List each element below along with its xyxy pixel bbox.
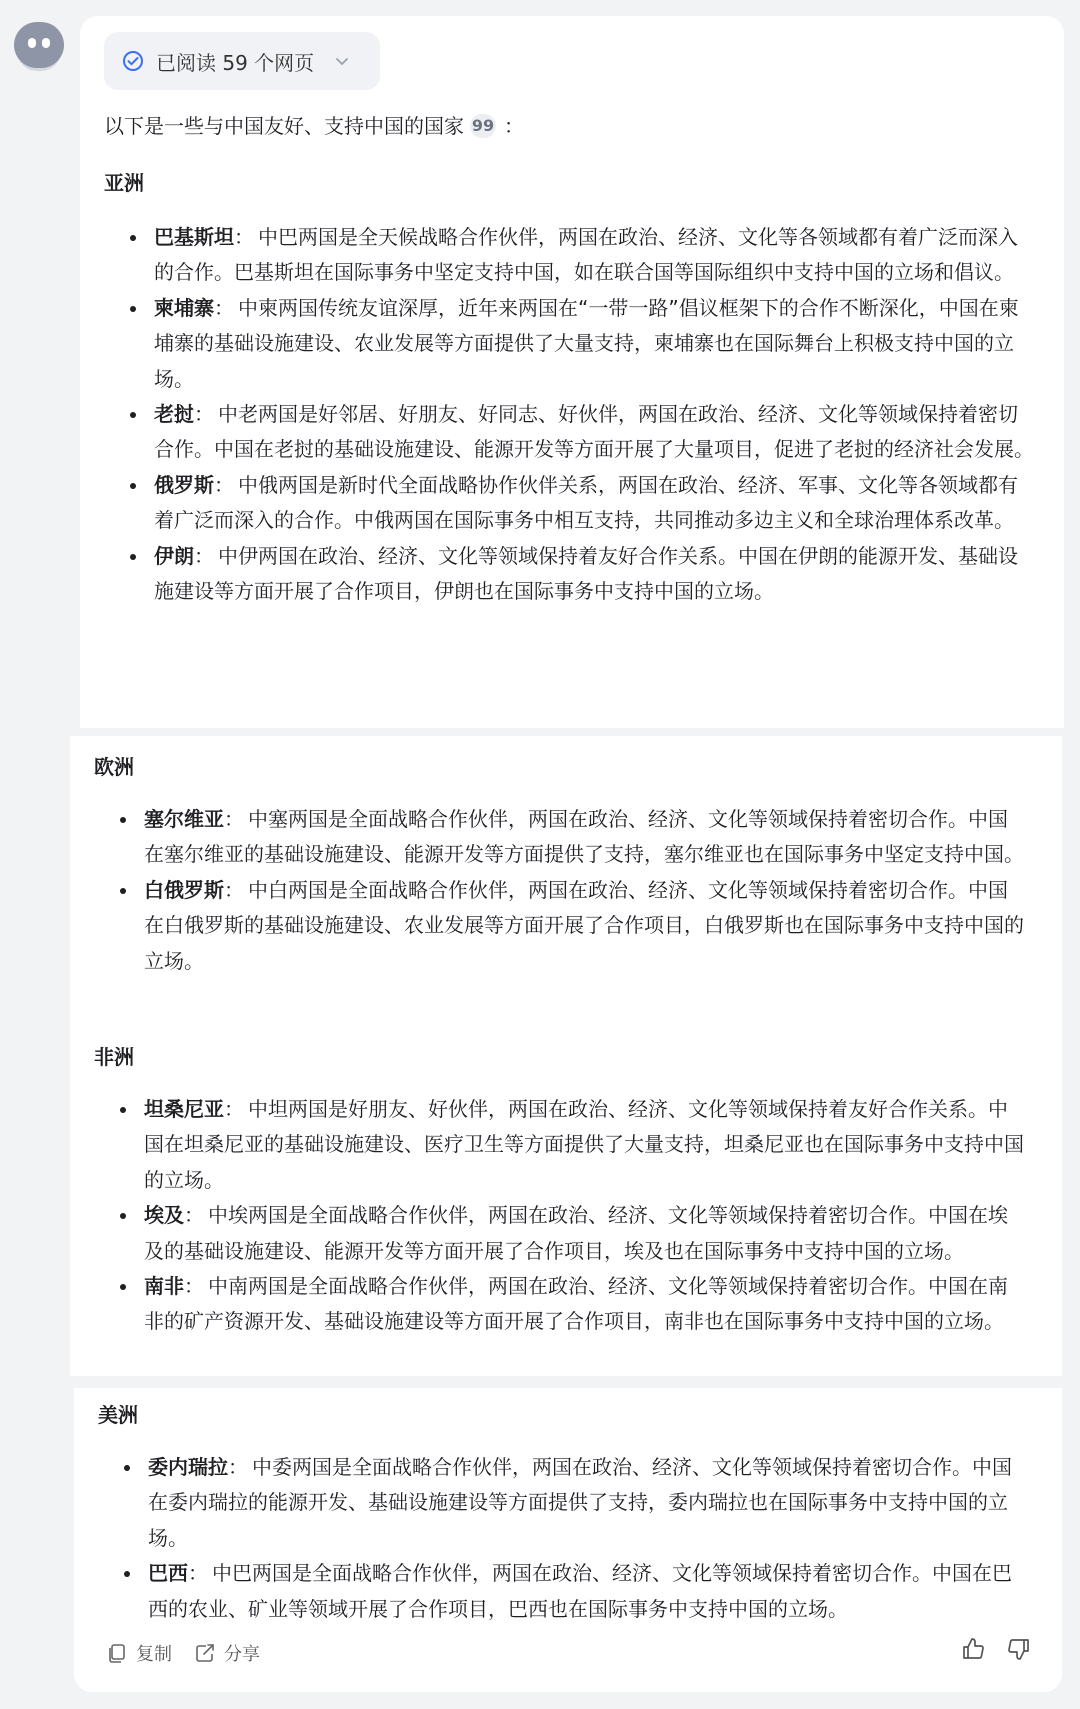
avatar-left-eye <box>28 38 36 48</box>
intro-suffix: ： <box>504 114 524 138</box>
list-item: 坦桑尼亚： 中坦两国是好朋友、好伙伴，两国在政治、经济、文化等领域保持着友好合作关系。中国在坦桑尼亚的基础设施建设、医疗卫生等方面提供了大量支持，坦桑尼亚也在国际事务中支持中国的立场。 <box>116 1092 1026 1198</box>
section-title-africa: 非洲 <box>94 1045 134 1069</box>
country-description: 中柬两国传统友谊深厚，近年来两国在“一带一路”倡议框架下的合作不断深化，中国在柬埔寨的基础设施建设、农业发展等方面提供了大量支持，柬埔寨也在国际舞台上积极支持中国的立场。 <box>154 295 1019 391</box>
list-item: 塞尔维亚： 中塞两国是全面战略合作伙伴，两国在政治、经济、文化等领域保持着密切合作。中国在塞尔维亚的基础设施建设、能源开发等方面提供了支持，塞尔维亚也在国际事务中坚定支持中国。 <box>116 802 1026 873</box>
section-title-asia: 亚洲 <box>104 171 144 195</box>
share-button[interactable] <box>194 1640 260 1666</box>
list-item: 巴西： 中巴两国是全面战略合作伙伴，两国在政治、经济、文化等领域保持着密切合作。中国在巴西的农业、矿业等领域开展了合作项目，巴西也在国际事务中支持中国的立场。 <box>120 1556 1030 1627</box>
feedback-buttons <box>940 1636 1032 1662</box>
americas-country-list <box>120 1450 1030 1627</box>
country-name: 委内瑞拉 <box>148 1455 228 1479</box>
thumbs-down-icon[interactable] <box>1006 1636 1032 1662</box>
country-name: 俄罗斯 <box>154 472 214 497</box>
sources-read-chip[interactable] <box>104 32 380 90</box>
country-description: 中坦两国是好朋友、好伙伴，两国在政治、经济、文化等领域保持着友好合作关系。中国在坦桑尼亚的基础设施建设、医疗卫生等方面提供了大量支持，坦桑尼亚也在国际事务中支持中国的立场。 <box>144 1097 1024 1192</box>
share-icon <box>194 1642 216 1664</box>
country-name: 埃及 <box>144 1203 184 1228</box>
thumbs-up-icon[interactable] <box>960 1636 986 1662</box>
answer-intro <box>104 108 524 144</box>
avatar-right-eye <box>42 38 50 48</box>
country-name: 伊朗 <box>154 543 194 568</box>
list-item: 老挝： 中老两国是好邻居、好朋友、好同志、好伙伴，两国在政治、经济、文化等领域保持着密切合作。中国在老挝的基础设施建设、能源开发等方面开展了大量项目，促进了老挝的经济社会发展。 <box>126 397 1036 468</box>
country-name: 白俄罗斯 <box>144 877 224 902</box>
chevron-down-icon <box>334 53 350 69</box>
list-item: 埃及： 中埃两国是全面战略合作伙伴，两国在政治、经济、文化等领域保持着密切合作。中国在埃及的基础设施建设、能源开发等方面开展了合作项目，埃及也在国际事务中支持中国的立场。 <box>116 1198 1026 1269</box>
country-name: 巴西 <box>148 1561 188 1586</box>
country-description: 中老两国是好邻居、好朋友、好同志、好伙伴，两国在政治、经济、文化等领域保持着密切合作。中国在老挝的基础设施建设、能源开发等方面开展了大量项目，促进了老挝的经济社会发展。 <box>154 402 1034 462</box>
country-description: 中巴两国是全面战略合作伙伴，两国在政治、经济、文化等领域保持着密切合作。中国在巴西的农业、矿业等领域开展了合作项目，巴西也在国际事务中支持中国的立场。 <box>148 1561 1012 1621</box>
section-title-europe: 欧洲 <box>94 755 134 779</box>
country-name: 老挝 <box>154 402 194 427</box>
list-item: 巴基斯坦： 中巴两国是全天候战略合作伙伴，两国在政治、经济、文化等各领域都有着广泛而深入的合作。巴基斯坦在国际事务中坚定支持中国，如在联合国等国际组织中支持中国的立场和倡议。 <box>126 220 1036 291</box>
check-circle-icon <box>122 50 144 72</box>
list-item: 委内瑞拉： 中委两国是全面战略合作伙伴，两国在政治、经济、文化等领域保持着密切合作。中国在委内瑞拉的能源开发、基础设施建设等方面提供了支持，委内瑞拉也在国际事务中支持中国的立场。 <box>120 1450 1030 1556</box>
country-description: 中白两国是全面战略合作伙伴，两国在政治、经济、文化等领域保持着密切合作。中国在白俄罗斯的基础设施建设、农业发展等方面开展了合作项目，白俄罗斯也在国际事务中支持中国的立场。 <box>144 877 1024 973</box>
list-item: 南非： 中南两国是全面战略合作伙伴，两国在政治、经济、文化等领域保持着密切合作。中国在南非的矿产资源开发、基础设施建设等方面开展了合作项目，南非也在国际事务中支持中国的立场。 <box>116 1269 1026 1340</box>
country-name: 南非 <box>144 1274 184 1299</box>
asia-country-list <box>126 220 1036 609</box>
copy-button[interactable] <box>106 1640 172 1666</box>
country-name: 柬埔寨 <box>154 295 214 320</box>
country-description: 中塞两国是全面战略合作伙伴，两国在政治、经济、文化等领域保持着密切合作。中国在塞尔维亚的基础设施建设、能源开发等方面提供了支持，塞尔维亚也在国际事务中坚定支持中国。 <box>144 807 1024 867</box>
intro-text: 以下是一些与中国友好、支持中国的国家 <box>104 114 464 138</box>
country-description: 中埃两国是全面战略合作伙伴，两国在政治、经济、文化等领域保持着密切合作。中国在埃及的基础设施建设、能源开发等方面开展了合作项目，埃及也在国际事务中支持中国的立场。 <box>144 1203 1008 1263</box>
copy-label: 复制 <box>136 1644 172 1665</box>
list-item: 俄罗斯： 中俄两国是新时代全面战略协作伙伴关系，两国在政治、经济、军事、文化等各领域都有着广泛而深入的合作。中俄两国在国际事务中相互支持，共同推动多边主义和全球治理体系改革。 <box>126 468 1036 539</box>
country-name: 塞尔维亚 <box>144 807 224 831</box>
country-description: 中委两国是全面战略合作伙伴，两国在政治、经济、文化等领域保持着密切合作。中国在委内瑞拉的能源开发、基础设施建设等方面提供了支持，委内瑞拉也在国际事务中支持中国的立场。 <box>148 1455 1012 1550</box>
country-description: 中俄两国是新时代全面战略协作伙伴关系，两国在政治、经济、军事、文化等各领域都有着广泛而深入的合作。中俄两国在国际事务中相互支持，共同推动多边主义和全球治理体系改革。 <box>154 472 1018 533</box>
copy-icon <box>106 1642 128 1664</box>
country-name: 坦桑尼亚 <box>144 1097 224 1121</box>
country-name: 巴基斯坦 <box>154 225 234 249</box>
country-description: 中伊两国在政治、经济、文化等领域保持着友好合作关系。中国在伊朗的能源开发、基础设施建设等方面开展了合作项目，伊朗也在国际事务中支持中国的立场。 <box>154 543 1018 604</box>
africa-country-list <box>116 1092 1026 1340</box>
country-description: 中南两国是全面战略合作伙伴，两国在政治、经济、文化等领域保持着密切合作。中国在南非的矿产资源开发、基础设施建设等方面开展了合作项目，南非也在国际事务中支持中国的立场。 <box>144 1274 1008 1334</box>
assistant-avatar <box>14 22 64 68</box>
citation-quote-icon[interactable]: 99 <box>470 114 496 138</box>
country-description: 中巴两国是全天候战略合作伙伴，两国在政治、经济、文化等各领域都有着广泛而深入的合作。巴基斯坦在国际事务中坚定支持中国，如在联合国等国际组织中支持中国的立场和倡议。 <box>154 225 1018 285</box>
list-item: 白俄罗斯： 中白两国是全面战略合作伙伴，两国在政治、经济、文化等领域保持着密切合作。中国在白俄罗斯的基础设施建设、农业发展等方面开展了合作项目，白俄罗斯也在国际事务中支持中国的立场。 <box>116 873 1026 979</box>
section-title-americas: 美洲 <box>98 1403 138 1427</box>
sources-read-label: 已阅读 59 个网页 <box>156 50 315 75</box>
europe-country-list <box>116 802 1026 979</box>
list-item: 柬埔寨： 中柬两国传统友谊深厚，近年来两国在“一带一路”倡议框架下的合作不断深化，中国在柬埔寨的基础设施建设、农业发展等方面提供了大量支持，柬埔寨也在国际舞台上积极支持中国的立场。 <box>126 291 1036 397</box>
share-label: 分享 <box>224 1644 260 1665</box>
message-action-bar <box>106 1640 282 1666</box>
list-item: 伊朗： 中伊两国在政治、经济、文化等领域保持着友好合作关系。中国在伊朗的能源开发、基础设施建设等方面开展了合作项目，伊朗也在国际事务中支持中国的立场。 <box>126 539 1036 610</box>
